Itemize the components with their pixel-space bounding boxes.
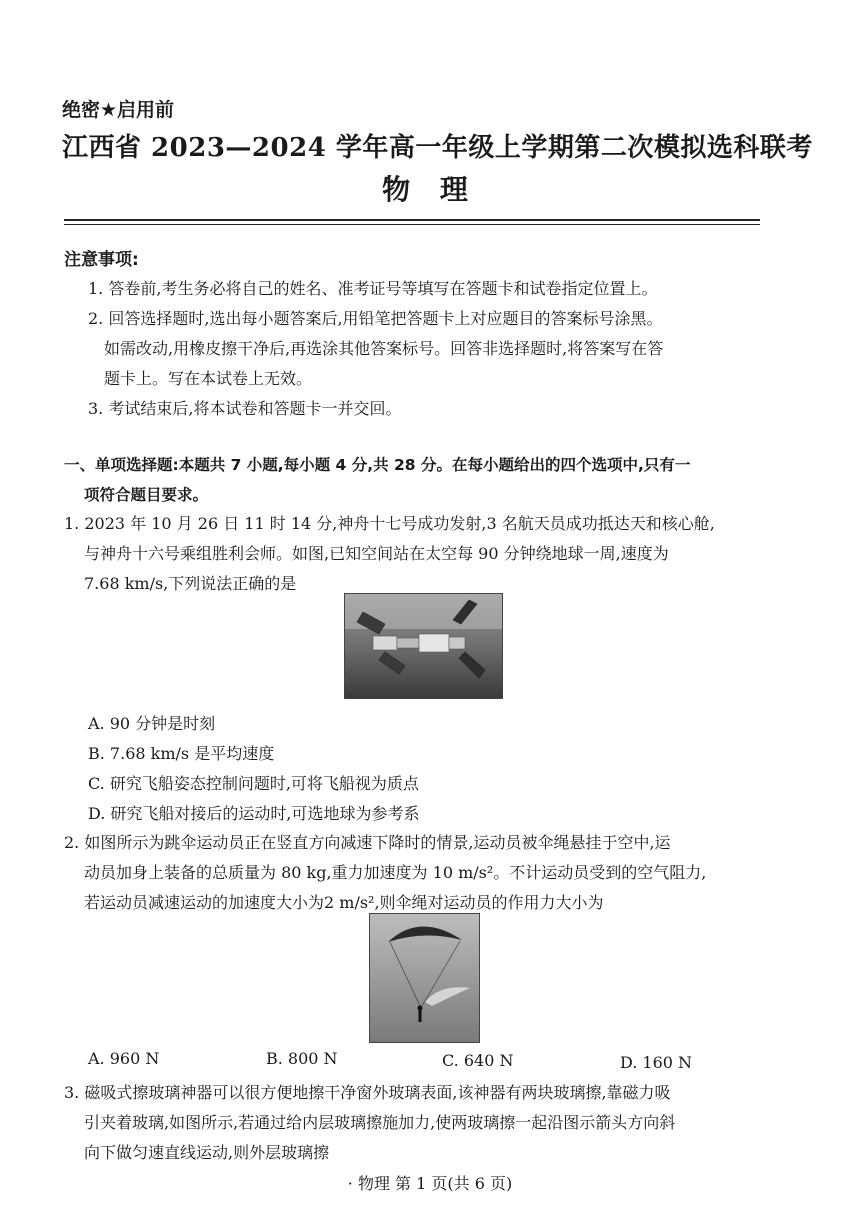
title-rule-thin [64,224,760,225]
q2-stem: 动员加身上装备的总质量为 80 kg,重力加速度为 10 m/s²。不计运动员受到的空气阻力, [84,863,707,882]
q1-stem: 与神舟十六号乘组胜利会师。如图,已知空间站在太空每 90 分钟绕地球一周,速度为 [84,544,669,563]
subject-title: 物 理 [382,173,478,206]
confidential-mark: 绝密★启用前 [62,99,175,121]
q1-option-c: C. 研究飞船姿态控制问题时,可将飞船视为质点 [88,774,419,793]
q2-option-a: A. 960 N [88,1049,160,1068]
q1-option-d: D. 研究飞船对接后的运动时,可选地球为参考系 [88,804,420,823]
q2-option-d: D. 160 N [620,1053,693,1072]
q1-stem: 7.68 km/s,下列说法正确的是 [84,574,297,593]
q1-stem: 1. 2023 年 10 月 26 日 11 时 14 分,神舟十七号成功发射,3 名航天员成功抵达天和核心舱, [64,514,715,533]
space-station-image [344,593,503,699]
q2-stem: 若运动员减速运动的加速度大小为2 m/s²,则伞绳对运动员的作用力大小为 [84,893,604,912]
notice-item: 2. 回答选择题时,选出每小题答案后,用铅笔把答题卡上对应题目的答案标号涂黑。 [88,309,663,328]
exam-title: 江西省 2023—2024 学年高一年级上学期第二次模拟选科联考 [62,133,813,163]
q1-option-a: A. 90 分钟是时刻 [88,714,216,733]
notice-item: 如需改动,用橡皮擦干净后,再选涂其他答案标号。回答非选择题时,将答案写在答 [104,339,664,358]
title-rule-thick [64,219,760,221]
q2-stem: 2. 如图所示为跳伞运动员正在竖直方向减速下降时的情景,运动员被伞绳悬挂于空中,运 [64,833,671,852]
q2-option-b: B. 800 N [266,1049,338,1068]
notice-heading: 注意事项: [64,250,139,270]
q1-option-b: B. 7.68 km/s 是平均速度 [88,744,275,763]
section-heading-cont: 项符合题目要求。 [84,486,209,504]
notice-item: 题卡上。写在本试卷上无效。 [104,369,313,388]
q3-stem: 向下做匀速直线运动,则外层玻璃擦 [84,1143,330,1162]
page-footer: · 物理 第 1 页(共 6 页) [347,1174,513,1193]
q3-stem: 引夹着玻璃,如图所示,若通过给内层玻璃擦施加力,使两玻璃擦一起沿图示箭头方向斜 [84,1113,676,1132]
parachutist-image [369,913,480,1043]
q2-option-c: C. 640 N [442,1051,514,1070]
notice-item: 1. 答卷前,考生务必将自己的姓名、准考证号等填写在答题卡和试卷指定位置上。 [88,279,658,298]
section-heading: 一、单项选择题:本题共 7 小题,每小题 4 分,共 28 分。在每小题给出的四个选项中,只有一 [64,456,691,474]
notice-item: 3. 考试结束后,将本试卷和答题卡一并交回。 [88,399,402,418]
q3-stem: 3. 磁吸式擦玻璃神器可以很方便地擦干净窗外玻璃表面,该神器有两块玻璃擦,靠磁力吸 [64,1083,671,1102]
